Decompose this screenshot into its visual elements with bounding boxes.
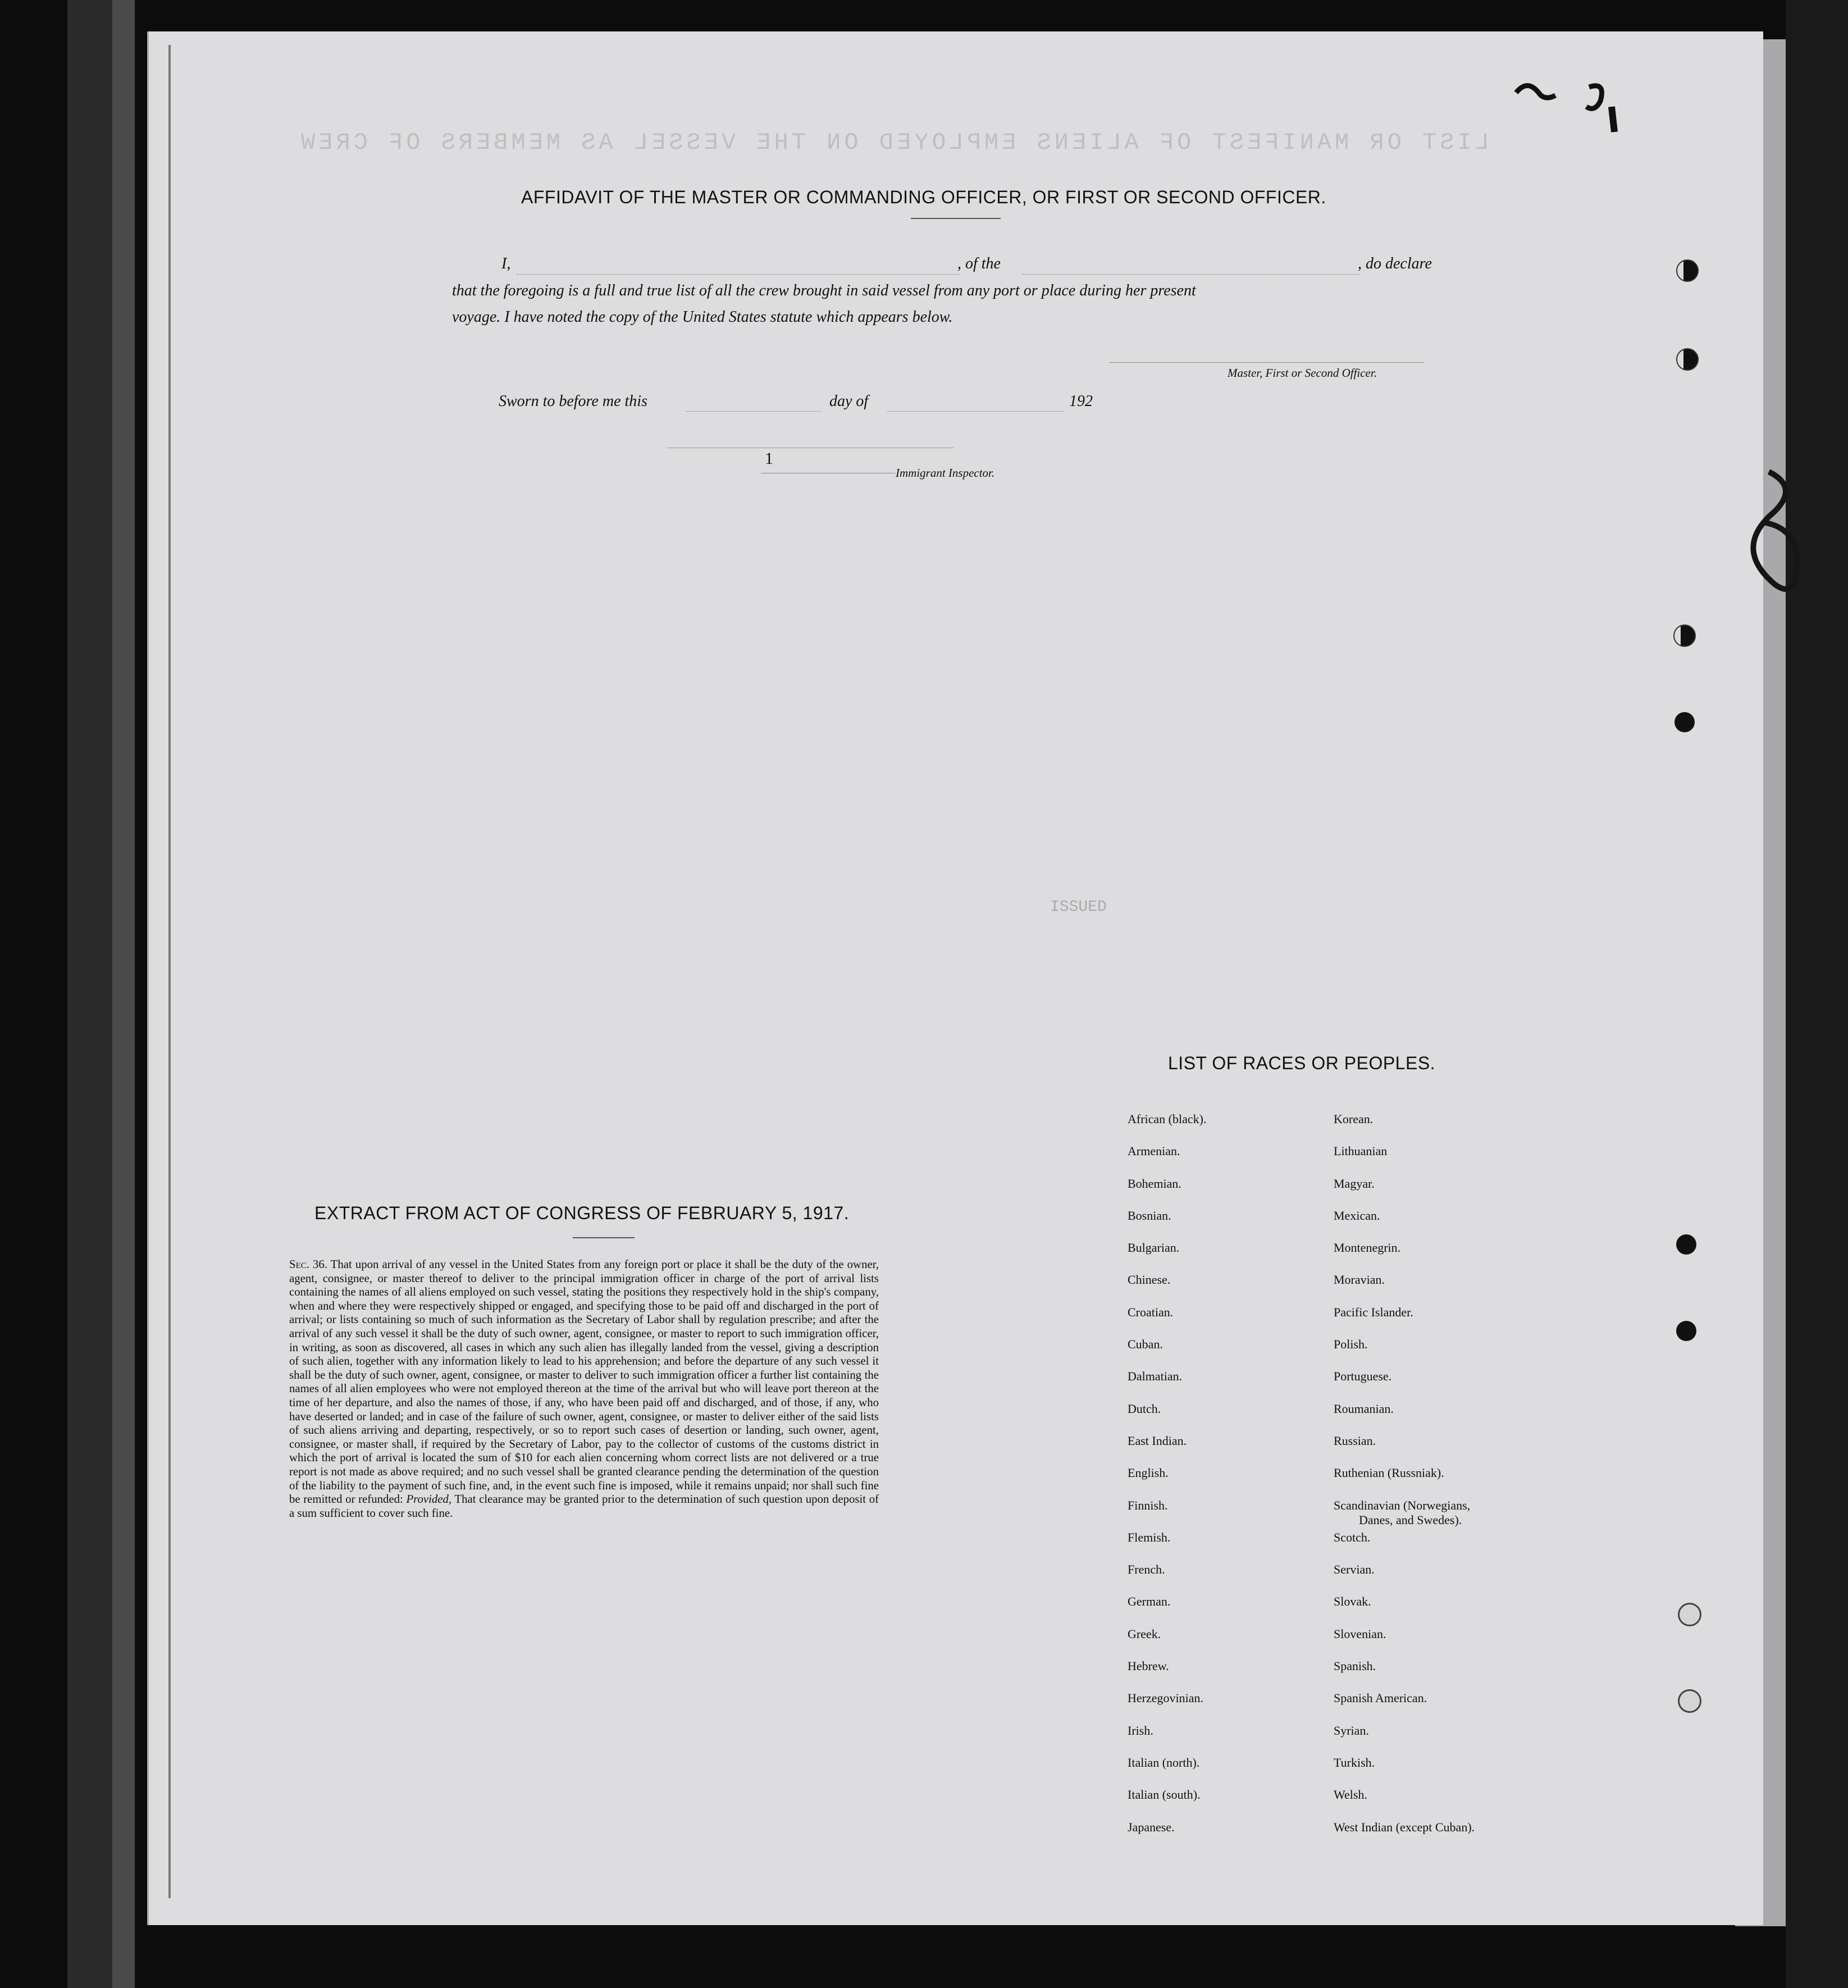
act-section-36 [289,1258,879,1520]
punch-hole [1676,1321,1696,1341]
year-label: 192 [1069,393,1093,410]
race-item: Syrian. [1334,1723,1369,1738]
left-margin-line [168,45,171,1898]
race-item: English. [1128,1466,1169,1480]
race-item: Italian (north). [1128,1755,1200,1770]
race-item: Pacific Islander. [1334,1305,1413,1319]
section-body: That upon arrival of any vessel in the United States from any foreign port or place it shall be the duty of the owner, agent, consignee, or master thereof to deliver to the principal immigration officer in charge of the port of arrival lists containing the names of all aliens employed on such vessel, stating the positions they respectively hold in the ship's company, when and where they were respectively shipped or engaged, and specifying those to be paid off and discharged in the port of arrival; or lists containing so much of such information as the Secretary of Labor shall by regulation prescribe; and after the arrival of any such vessel it shall be the duty of such owner, agent, consignee, or master to report to such immigration officer, in writing, as soon as discovered, all cases in which any such alien has illegally landed from the vessel, giving a description of such alien, together with any information likely to lead to his apprehension; and before the departure of any such vessel it shall be the duty of such owner, agent, consignee, or master to deliver to such immigration officer a further list containing the names of all alien employees who were not employed thereon at the time of the arrival but who will leave port thereon at the time of her departure, and also the names of those, if any, who have been paid off and discharged, and of those, if any, who have deserted or landed; and in case of the failure of such owner, agent, consignee, or master to deliver either of the said lists of such aliens arriving and departing, respectively, or so to report such cases of desertion or landing, such owner, agent, consignee, or master shall, if required by the Secretary of Labor, pay to the collector of customs of the customs district in which the port of arrival is located the sum of $10 for each alien concerning whom correct lists are not delivered or a true report is not made as above required; and no such vessel shall be granted clearance pending the determination of the question of the liability to the payment of such fine, and, in the event such fine is imposed, while it remains unpaid; nor shall such fine be remitted or refunded: [289,1258,879,1506]
race-item-continuation: Danes, and Swedes). [1359,1513,1462,1527]
punch-hole [1673,624,1696,647]
section-number: Sec. 36. [289,1258,327,1271]
race-item: Montenegrin. [1334,1241,1401,1255]
race-item: Japanese. [1128,1820,1175,1834]
sworn-day-blank[interactable] [686,411,821,412]
punch-hole [1678,1603,1701,1626]
race-item: Spanish. [1334,1659,1376,1674]
race-item: Slovak. [1334,1594,1371,1609]
race-item: Korean. [1334,1112,1374,1126]
sworn-label: Sworn to before me this [499,393,647,410]
race-item: Welsh. [1334,1788,1367,1802]
race-item: Irish. [1128,1723,1153,1738]
race-item: Turkish. [1334,1755,1375,1770]
day-of-label: day of [829,393,869,410]
name-blank[interactable] [517,274,960,275]
races-title: LIST OF RACES OR PEOPLES. [1168,1053,1436,1073]
vessel-blank[interactable] [1022,274,1359,275]
race-item: Polish. [1334,1337,1368,1352]
provided-word: Provided, [406,1493,452,1506]
race-item: Roumanian. [1334,1401,1394,1416]
race-item: Mexican. [1334,1208,1380,1223]
extract-title-rule [573,1237,635,1238]
race-item: African (black). [1128,1112,1207,1126]
race-item: Dalmatian. [1128,1369,1183,1384]
margin-handwriting-mark [1718,460,1808,607]
race-item: Lithuanian [1334,1144,1388,1159]
race-item: Scotch. [1334,1530,1371,1544]
sworn-month-blank[interactable] [887,411,1064,412]
race-item: West Indian (except Cuban). [1334,1820,1475,1834]
inspector-label: Immigrant Inspector. [896,466,995,480]
corner-handwriting-mark [1505,76,1628,138]
of-the-label: , of the [957,255,1001,272]
do-declare-label: , do declare [1358,255,1432,272]
race-item: Herzegovinian. [1128,1691,1203,1706]
race-item: Bohemian. [1128,1176,1181,1191]
affidavit-i-label: I, [501,255,511,272]
race-item: Spanish American. [1334,1691,1427,1706]
race-item: East Indian. [1128,1433,1187,1448]
punch-hole [1678,1689,1701,1713]
race-item: Russian. [1334,1433,1376,1448]
right-film-edge [1786,0,1848,1988]
races-column-1 [1128,1112,1206,1852]
punch-hole [1674,712,1695,732]
race-item: Portuguese. [1334,1369,1392,1384]
race-item: Italian (south). [1128,1788,1201,1802]
race-item: Croatian. [1128,1305,1174,1319]
race-item: Cuban. [1128,1337,1163,1352]
left-film-edge-inner [112,0,135,1988]
document-page [147,31,1763,1925]
race-item: Magyar. [1334,1176,1375,1191]
race-item: Dutch. [1128,1401,1161,1416]
punch-hole [1676,1234,1696,1255]
bleed-through-header: LIST OR MANIFEST OF ALIENS EMPLOYED ON THE VESSEL AS MEMBERS OF CREW [298,129,1489,156]
punch-hole [1676,348,1699,371]
punch-hole [1676,259,1699,282]
affidavit-title-rule [911,218,1001,219]
races-column-2 [1334,1112,1475,1852]
extract-title: EXTRACT FROM ACT OF CONGRESS OF FEBRUARY 5, 1917. [314,1203,850,1223]
bleed-through-stamp: ISSUED [1050,899,1107,916]
race-item: Scandinavian (Norwegians, [1334,1498,1471,1512]
master-signature-label: Master, First or Second Officer. [1228,366,1377,380]
affidavit-line-2: that the foregoing is a full and true list of all the crew brought in said vessel from any port or place during her present [452,282,1196,299]
race-item: Bulgarian. [1128,1241,1180,1255]
race-item: Flemish. [1128,1530,1171,1544]
race-item: Slovenian. [1334,1626,1386,1641]
race-item: Bosnian. [1128,1208,1171,1223]
race-item: German. [1128,1594,1171,1609]
race-item: Moravian. [1334,1273,1385,1287]
race-item: Finnish. [1128,1498,1168,1512]
race-item: Greek. [1128,1626,1161,1641]
race-item: Ruthenian (Russniak). [1334,1466,1444,1480]
affidavit-title: AFFIDAVIT OF THE MASTER OR COMMANDING OFFICER, OR FIRST OR SECOND OFFICER. [521,187,1326,207]
race-item: Armenian. [1128,1144,1180,1159]
race-item: Chinese. [1128,1273,1171,1287]
section-tail: That clearance may be granted prior to the determination of such question upon deposit of a sum sufficient to cover such fine. [289,1493,879,1520]
master-signature-line[interactable] [1109,362,1423,363]
inspector-mark: 1 [765,449,773,468]
affidavit-line-3: voyage. I have noted the copy of the United States statute which appears below. [452,308,953,326]
race-item: Servian. [1334,1562,1375,1577]
race-item: French. [1128,1562,1165,1577]
race-item: Hebrew. [1128,1659,1169,1674]
